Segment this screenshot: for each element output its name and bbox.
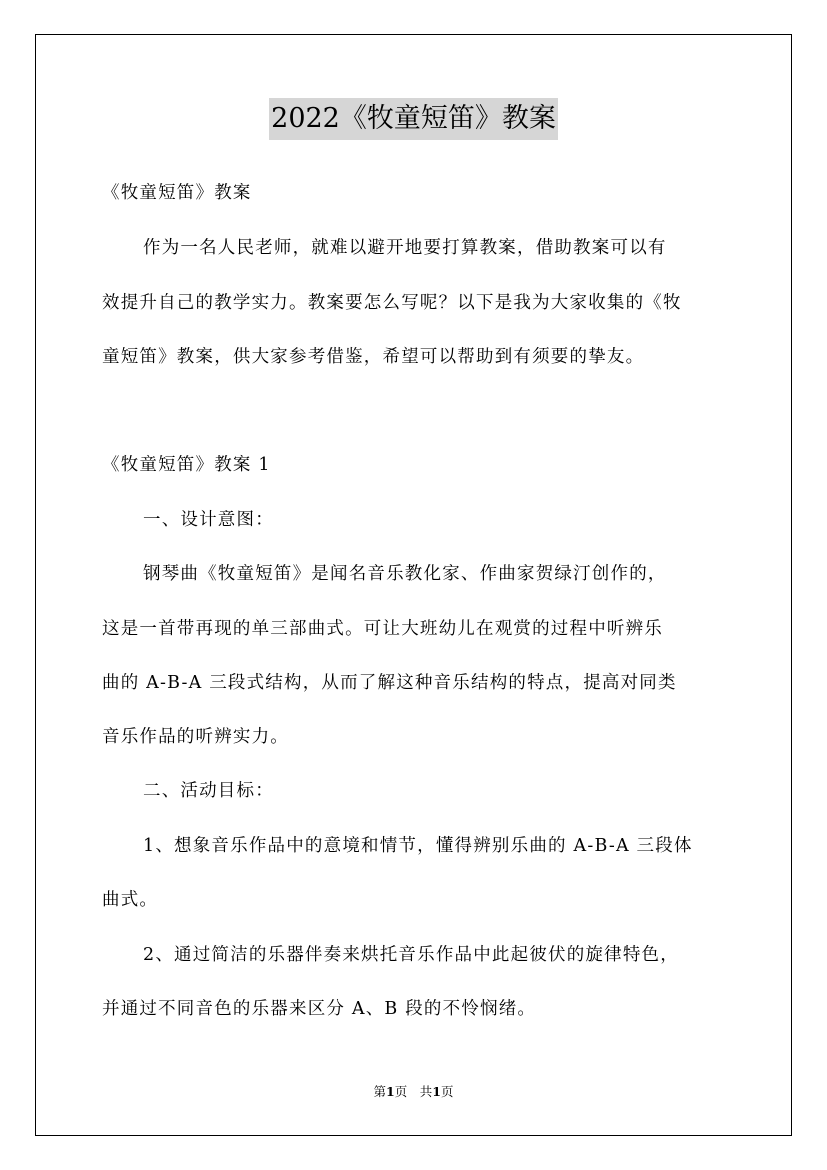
paragraph-line: 这是一首带再现的单三部曲式。可让大班幼儿在观赏的过程中听辨乐 xyxy=(102,619,663,639)
footer-prefix: 第 xyxy=(373,1084,387,1099)
section-heading: 《牧童短笛》教案 xyxy=(102,183,252,203)
document-title: 2022《牧童短笛》教案 xyxy=(269,98,558,140)
paragraph-line: 2、通过简洁的乐器伴奏来烘托音乐作品中此起彼伏的旋律特色， xyxy=(143,945,679,965)
subheading: 一、设计意图： xyxy=(143,510,274,530)
footer-mid: 页 共 xyxy=(394,1084,433,1099)
page-number-total: 1 xyxy=(432,1084,441,1099)
paragraph-line: 童短笛》教案，供大家参考借鉴，希望可以帮助到有须要的挚友。 xyxy=(102,347,645,367)
page-footer xyxy=(0,1083,827,1101)
section-heading: 《牧童短笛》教案 1 xyxy=(102,455,271,475)
subheading: 二、活动目标： xyxy=(143,781,274,801)
paragraph-line: 并通过不同音色的乐器来区分 A、B 段的不怜悯绪。 xyxy=(102,999,537,1019)
footer-suffix: 页 xyxy=(440,1084,454,1099)
paragraph-line: 作为一名人民老师，就难以避开地要打算教案，借助教案可以有 xyxy=(143,238,667,258)
document-title-wrap xyxy=(0,98,827,140)
paragraph-line: 1、想象音乐作品中的意境和情节，懂得辨别乐曲的 A-B-A 三段体 xyxy=(143,836,693,856)
paragraph-line: 钢琴曲《牧童短笛》是闻名音乐教化家、作曲家贺绿汀创作的， xyxy=(143,564,667,584)
paragraph-line: 曲式。 xyxy=(102,890,159,910)
paragraph-line: 效提升自己的教学实力。教案要怎么写呢？以下是我为大家收集的《牧 xyxy=(102,293,682,313)
page-number-current: 1 xyxy=(386,1084,395,1099)
paragraph-line: 音乐作品的听辨实力。 xyxy=(102,727,289,747)
paragraph-line: 曲的 A-B-A 三段式结构，从而了解这种音乐结构的特点，提高对同类 xyxy=(102,673,677,693)
